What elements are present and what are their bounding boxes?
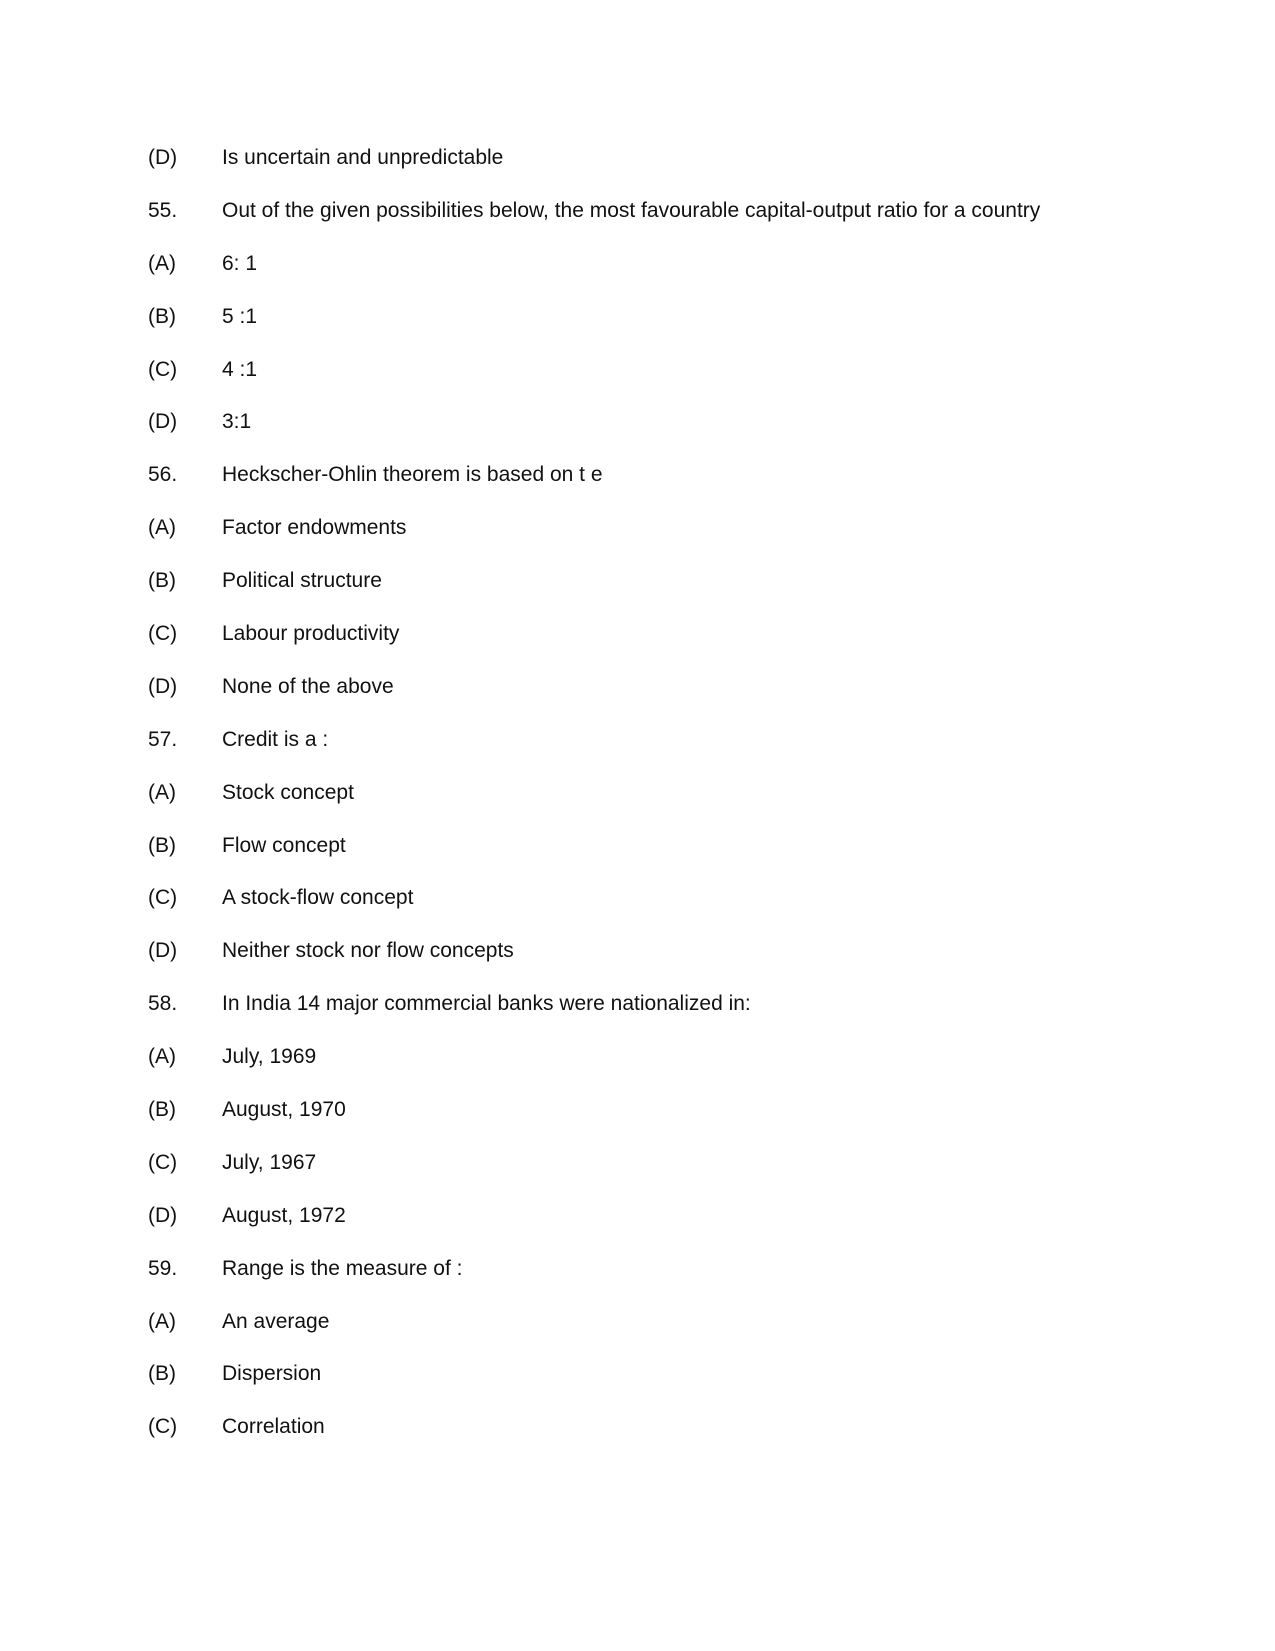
question-line [148, 462, 1148, 515]
question-line [148, 198, 1148, 251]
option-line [148, 409, 1148, 462]
option-marker: (B) [148, 304, 176, 328]
option-marker: (D) [148, 674, 178, 698]
option-text: Flow concept [222, 833, 346, 857]
option-line [148, 357, 1148, 410]
option-line [148, 938, 1148, 991]
question-list [148, 145, 1148, 1467]
option-marker: (C) [148, 357, 178, 381]
option-marker: (A) [148, 251, 176, 275]
question-line [148, 1256, 1148, 1309]
option-marker: (A) [148, 1045, 176, 1069]
option-text: August, 1970 [222, 1098, 346, 1122]
option-marker: (C) [148, 886, 178, 910]
option-marker: (D) [148, 146, 178, 169]
option-line [148, 568, 1148, 621]
option-marker: (D) [148, 1203, 178, 1227]
option-text: Is uncertain and unpredictable [222, 146, 504, 169]
option-marker: (C) [148, 1150, 178, 1174]
question-line [148, 727, 1148, 780]
option-text: None of the above [222, 674, 394, 698]
question-number: 55. [148, 198, 178, 222]
option-line [148, 621, 1148, 674]
option-line [148, 1044, 1148, 1097]
option-line [148, 780, 1148, 833]
option-text: July, 1969 [222, 1045, 317, 1069]
question-text: In India 14 major commercial banks were nationalized in: [222, 992, 751, 1016]
option-line [148, 145, 1148, 198]
question-number: 57. [148, 727, 178, 751]
question-number: 59. [148, 1256, 178, 1280]
option-text: 4 :1 [222, 357, 258, 381]
option-marker: (A) [148, 1309, 176, 1333]
option-line [148, 885, 1148, 938]
option-marker: (C) [148, 1415, 178, 1439]
option-text: July, 1967 [222, 1150, 317, 1174]
option-text: Dispersion [222, 1362, 322, 1386]
option-text: Factor endowments [222, 516, 407, 540]
question-text: Credit is a : [222, 727, 329, 751]
option-marker: (B) [148, 833, 176, 857]
option-text: Political structure [222, 569, 382, 593]
option-text: An average [222, 1309, 330, 1333]
option-text: Neither stock nor flow concepts [222, 939, 514, 963]
option-line [148, 304, 1148, 357]
option-text: Labour productivity [222, 622, 400, 646]
option-marker: (B) [148, 569, 176, 593]
option-marker: (D) [148, 939, 178, 963]
option-text: 3:1 [222, 410, 252, 434]
option-text: A stock-flow concept [222, 886, 414, 910]
question-text: Range is the measure of : [222, 1256, 463, 1280]
question-number: 56. [148, 463, 178, 487]
option-text: Correlation [222, 1415, 325, 1439]
option-line [148, 515, 1148, 568]
option-text: Stock concept [222, 780, 354, 804]
option-marker: (D) [148, 410, 178, 434]
option-marker: (B) [148, 1362, 176, 1386]
option-line [148, 1150, 1148, 1203]
option-line [148, 1309, 1148, 1362]
option-line [148, 833, 1148, 886]
question-number: 58. [148, 992, 178, 1016]
question-text: Out of the given possibilities below, the most favourable capital-output ratio for a country [222, 198, 1041, 222]
option-marker: (B) [148, 1098, 176, 1122]
option-marker: (C) [148, 622, 178, 646]
option-line [148, 251, 1148, 304]
option-marker: (A) [148, 516, 176, 540]
option-text: 6: 1 [222, 251, 258, 275]
question-line [148, 991, 1148, 1044]
option-text: August, 1972 [222, 1203, 346, 1227]
option-text: 5 :1 [222, 304, 258, 328]
option-line [148, 1361, 1148, 1414]
option-line [148, 674, 1148, 727]
option-line [148, 1414, 1148, 1467]
option-line [148, 1097, 1148, 1150]
option-line [148, 1203, 1148, 1256]
question-text: Heckscher-Ohlin theorem is based on t e [222, 463, 603, 487]
option-marker: (A) [148, 780, 176, 804]
